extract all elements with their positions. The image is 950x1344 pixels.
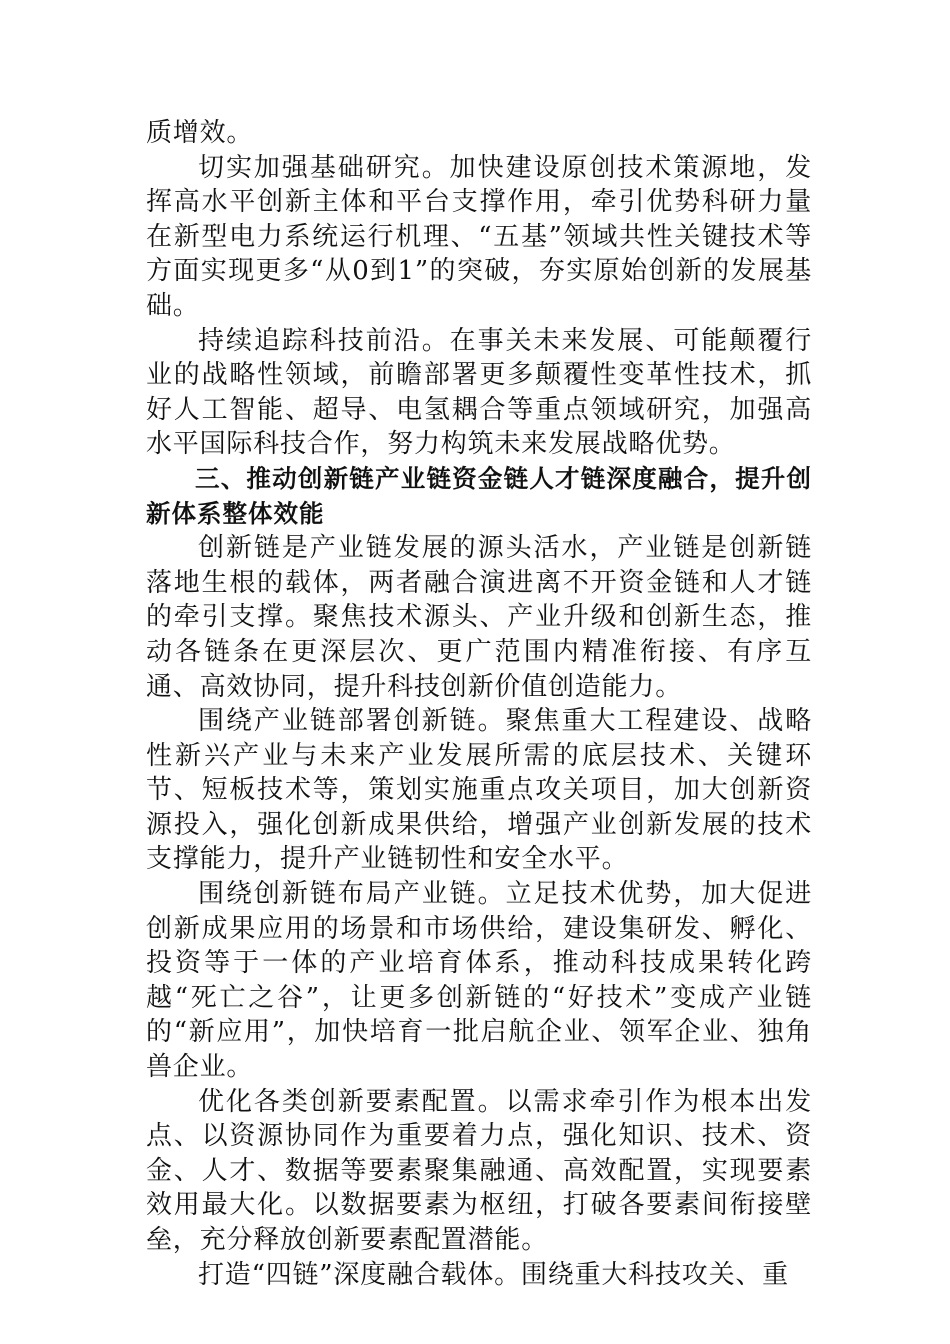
paragraph: 优化各类创新要素配置。以需求牵引作为根本出发点、以资源协同作为重要着力点，强化知识、技术、资金、人才、数据等要素聚集融通、高效配置，实现要素效用最大化。以数据要素为枢纽，打破各要素间衔接壁垒，充分释放创新要素配置潜能。 <box>146 1086 812 1255</box>
document-body <box>146 116 812 1292</box>
paragraph: 切实加强基础研究。加快建设原创技术策源地，发挥高水平创新主体和平台支撑作用，牵引优势科研力量在新型电力系统运行机理、“五基”领域共性关键技术等方面实现更多“从0到1”的突破，夯实原始创新的发展基础。 <box>146 152 812 321</box>
section-heading: 三、推动创新链产业链资金链人才链深度融合，提升创新体系整体效能 <box>146 463 812 528</box>
paragraph: 持续追踪科技前沿。在事关未来发展、可能颠覆行业的战略性领域，前瞻部署更多颠覆性变革性技术，抓好人工智能、超导、电氢耦合等重点领域研究，加强高水平国际科技合作，努力构筑未来发展战略优势。 <box>146 325 812 460</box>
paragraph: 围绕创新链布局产业链。立足技术优势，加大促进创新成果应用的场景和市场供给，建设集研发、孵化、投资等于一体的产业培育体系，推动科技成果转化跨越“死亡之谷”，让更多创新链的“好技术”变成产业链的“新应用”，加快培育一批启航企业、领军企业、独角兽企业。 <box>146 879 812 1083</box>
paragraph: 围绕产业链部署创新链。聚焦重大工程建设、战略性新兴产业与未来产业发展所需的底层技术、关键环节、短板技术等，策划实施重点攻关项目，加大创新资源投入，强化创新成果供给，增强产业创新发展的技术支撑能力，提升产业链韧性和安全水平。 <box>146 706 812 875</box>
paragraph: 打造“四链”深度融合载体。围绕重大科技攻关、重 <box>198 1259 789 1290</box>
paragraph: 创新链是产业链发展的源头活水，产业链是创新链落地生根的载体，两者融合演进离不开资金链和人才链的牵引支撑。聚焦技术源头、产业升级和创新生态，推动各链条在更深层次、更广范围内精准衔接、有序互通、高效协同，提升科技创新价值创造能力。 <box>146 533 812 702</box>
paragraph: 质增效。 <box>146 118 254 148</box>
